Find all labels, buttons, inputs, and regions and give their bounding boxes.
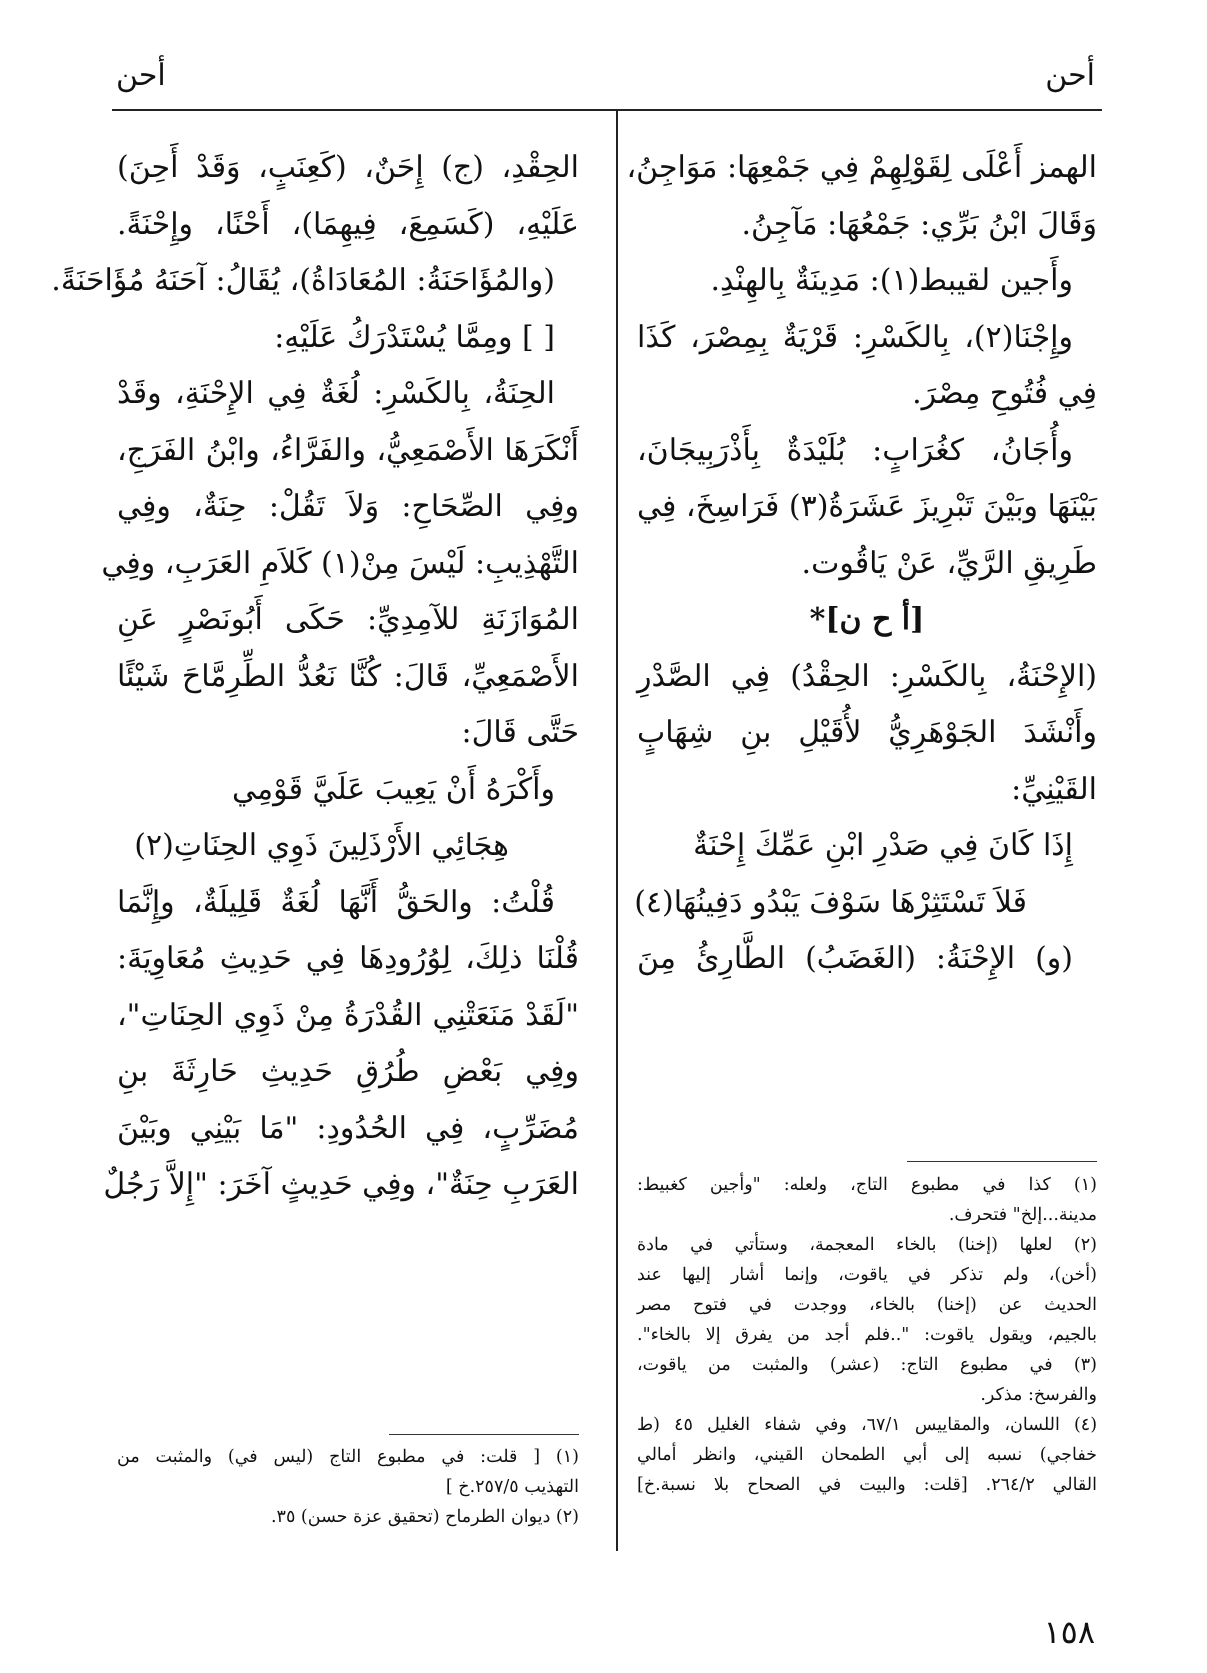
text-line: التَّهْذِيبِ: لَيْسَ مِنْ(١) كَلاَمِ العَرَبِ، وفِي [101, 545, 579, 581]
footnote-rule-left [389, 1434, 579, 1435]
text-line: إِذَا كَانَ فِي صَدْرِ ابْنِ عَمِّكَ إِحْنَةٌ [693, 828, 1073, 863]
text-line: الحِنَةُ، بِالكَسْرِ: لُغَةٌ فِي الإِحْنَةِ، وقَدْ [117, 376, 555, 411]
header-rule [112, 109, 1102, 111]
text-line: عَلَيْهِ، (كَسَمِعَ، فِيهِمَا)، أَحْنًا، وإِحْنَةً. [117, 206, 579, 242]
text-line: حَتَّى قَالَ: [461, 715, 579, 750]
text-line: بَيْنَهَا وبَيْنَ تَبْرِيزَ عَشَرَةُ(٣) فَرَاسِخَ، فِي [637, 489, 1097, 524]
text-line: [ ] ومِمَّا يُسْتَدْرَكُ عَلَيْهِ: [274, 319, 555, 355]
text-line: قُلْنَا ذلِكَ، لِوُرُودِهَا فِي حَدِيثِ مُعَاوِيَةَ: [117, 941, 579, 976]
text-line: (و) الإِحْنَةُ: (الغَضَبُ) الطَّارِئُ مِنَ [637, 941, 1073, 976]
footnote-line: التهذيب ٢٥٧/٥.خ ] [445, 1477, 579, 1497]
text-line: وأَنْشَدَ الجَوْهَرِيُّ لأُقَيْلِ بنِ شِهَابٍ [637, 715, 1097, 750]
text-line: الهمز أَعْلَى لِقَوْلِهِمْ فِي جَمْعِهَا: مَوَاجِنُ، [626, 150, 1097, 185]
text-line: وأَجين لقيبط(١): مَدِينَةٌ بِالهِنْدِ. [710, 263, 1073, 298]
text-line: وَقَالَ ابْنُ بَرِّي: جَمْعُهَا: مَآجِنُ. [741, 206, 1097, 242]
footnote-line: (١) كذا في مطبوع التاج، ولعله: "وأجين كغبيط: [637, 1175, 1097, 1195]
footnote-line: الحديث عن (إخنا) بالخاء، ووجدت في فتوح مصر [637, 1295, 1097, 1315]
text-line: فِي فُتُوحِ مِصْرَ. [912, 376, 1097, 411]
text-line: [أ ح ن]* [809, 602, 925, 637]
footnotes-left [117, 1442, 579, 1532]
text-line: الحِقْدِ، (ج) إِحَنٌ، (كَعِنَبٍ، وَقَدْ أَحِنَ) [117, 150, 579, 185]
text-line: وفِي بَعْضِ طُرُقِ حَدِيثِ حَارِثَةَ بنِ [117, 1054, 579, 1089]
text-line: قُلْتُ: والحَقُّ أَنَّهَا لُغَةٌ قَلِيلَةٌ، وإِنَّمَا [117, 884, 555, 920]
footnote-line: القالي ٢٦٤/٢. [قلت: والبيت في الصحاح بلا نسبة.خ] [637, 1475, 1097, 1495]
text-line: القَيْنِيِّ: [1011, 771, 1097, 807]
text-line: مُضَرِّبٍ، فِي الحُدُودِ: "مَا بَيْنِي وبَيْنَ [117, 1110, 579, 1146]
left-column [51, 140, 579, 1214]
text-line: وأَكْرَهُ أَنْ يَعِيبَ عَلَيَّ قَوْمِي [232, 771, 555, 807]
footnote-line: (٤) اللسان، والمقاييس ٦٧/١، وفي شفاء الغليل ٤٥ (ط [637, 1415, 1098, 1435]
footnote-line: (٣) في مطبوع التاج: (عشر) والمثبت من ياقوت، [637, 1355, 1097, 1375]
running-header-left: أحن [116, 58, 166, 93]
footnote-line: والفرسخ: مذكر. [980, 1385, 1097, 1405]
footnote-line: (٢) لعلها (إخنا) بالخاء المعجمة، وستأتي في مادة [637, 1235, 1097, 1255]
page-number: ١٥٨ [1043, 1613, 1095, 1651]
text-line: وفِي الصِّحَاحِ: وَلاَ تَقُلْ: حِنَةٌ، وفِي [117, 489, 579, 524]
footnote-rule-right [907, 1161, 1097, 1162]
right-column [626, 140, 1097, 988]
footnote-line: (١) [ قلت: في مطبوع التاج (ليس في) والمثبت من [117, 1447, 579, 1467]
footnote-line: (٢) ديوان الطرماح (تحقيق عزة حسن) ٣٥. [270, 1507, 579, 1527]
footnote-line: (أخن)، ولم تذكر في ياقوت، وإنما أشار إليها عند [637, 1265, 1097, 1285]
text-line: وأُجَانُ، كغُرَابٍ: بُلَيْدَةٌ بِأَذْرَبِيجَانَ، [637, 432, 1073, 468]
running-header-right: أحن [1045, 58, 1095, 93]
text-line: الأَصْمَعِيِّ، قَالَ: كُنَّا نَعُدُّ الطِّرِمَّاحَ شَيْئًا [117, 658, 579, 694]
footnotes-right [637, 1170, 1097, 1500]
text-line: (الإِحْنَةُ، بِالكَسْرِ: الحِقْدُ) فِي الصَّدْرِ [637, 658, 1097, 694]
text-line: فَلاَ تَسْتَثِرْهَا سَوْفَ يَبْدُو دَفِينُهَا(٤) [634, 884, 1027, 920]
footnote-line: خفاجي) نسبه إلى أبي الطمحان القيني، وانظر أمالي [637, 1445, 1097, 1465]
text-line: العَرَبِ حِنَةٌ"، وفِي حَدِيثٍ آخَرَ: "إِلاَّ رَجُلٌ [103, 1167, 579, 1202]
text-line: هِجَائِي الأَرْذَلِينَ ذَوِي الحِنَاتِ(٢) [134, 828, 509, 863]
text-line: أَنْكَرَهَا الأَصْمَعِيُّ، والفَرَّاءُ، وابْنُ الفَرَجِ، [117, 432, 579, 468]
text-line: طَرِيقِ الرَّيِّ، عَنْ يَاقُوت. [801, 545, 1097, 581]
footnote-line: مدينة...إلخ" فتحرف. [948, 1205, 1097, 1225]
footnote-line: بالجيم، ويقول ياقوت: "..فلم أجد من يفرق إلا بالخاء". [637, 1325, 1097, 1345]
text-line: (والمُؤَاحَنَةُ: المُعَادَاةُ)، يُقَالُ: آحَنَهُ مُؤَاحَنَةً. [51, 263, 555, 298]
text-line: وإِجْنَا(٢)، بِالكَسْرِ: قَرْيَةٌ بِمِصْرَ، كَذَا [637, 319, 1073, 355]
text-line: "لَقَدْ مَنَعَتْنِي القُدْرَةُ مِنْ ذَوِي الحِنَاتِ"، [117, 997, 579, 1033]
column-divider [616, 111, 618, 1551]
text-line: المُوَازَنَةِ للآمِدِيِّ: حَكَى أَبُونَصْرٍ عَنِ [117, 602, 579, 637]
